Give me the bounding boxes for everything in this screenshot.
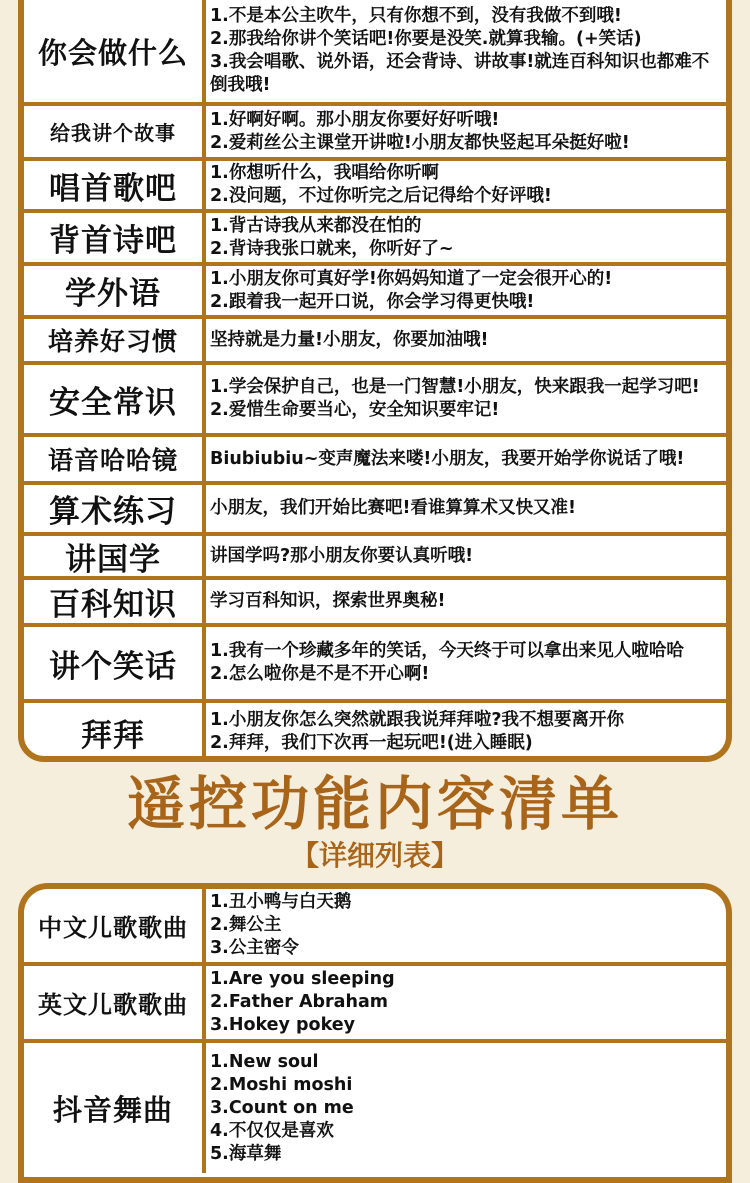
content-line: 3.Hokey pokey bbox=[210, 1015, 356, 1035]
row-label: 拜拜 bbox=[24, 703, 206, 761]
content-line: 1.你想听什么，我唱给你听啊 bbox=[210, 163, 439, 183]
table-row bbox=[24, 437, 726, 485]
content-line: 2.Father Abraham bbox=[210, 992, 388, 1012]
remote-content-table bbox=[18, 883, 732, 1183]
content-line: 1.小朋友你可真好学!你妈妈知道了一定会很开心的! bbox=[210, 268, 613, 289]
table-row bbox=[24, 889, 726, 966]
row-label: 百科知识 bbox=[24, 580, 206, 623]
row-label: 讲国学 bbox=[24, 536, 206, 576]
table-row bbox=[24, 365, 726, 437]
content-line: 3.公主密令 bbox=[210, 938, 299, 958]
content-line: 2.舞公主 bbox=[210, 915, 282, 935]
row-content bbox=[206, 1043, 726, 1173]
table-row bbox=[24, 213, 726, 266]
table-row bbox=[24, 580, 726, 627]
content-line: 1.学会保护自己，也是一门智慧!小朋友，快来跟我一起学习吧! bbox=[210, 377, 700, 397]
content-line: 5.海草舞 bbox=[210, 1143, 282, 1164]
row-label: 抖音舞曲 bbox=[24, 1043, 206, 1173]
content-line: 1.好啊好啊。那小朋友你要好好听哦! bbox=[210, 109, 500, 130]
table-row bbox=[24, 0, 726, 106]
row-content bbox=[206, 0, 726, 102]
table-row bbox=[24, 266, 726, 319]
content-line: 2.爱惜生命要当心，安全知识要牢记! bbox=[210, 400, 500, 420]
row-content bbox=[206, 966, 726, 1039]
content-line: 2.没问题，不过你听完之后记得给个好评哦! bbox=[210, 186, 552, 206]
row-content bbox=[206, 319, 726, 361]
row-content bbox=[206, 485, 726, 532]
content-line: 4.不仅仅是喜欢 bbox=[210, 1120, 334, 1141]
content-line: Biubiubiu~变声魔法来喽!小朋友，我要开始学你说话了哦! bbox=[210, 448, 685, 469]
row-label: 算术练习 bbox=[24, 485, 206, 532]
row-label: 培养好习惯 bbox=[24, 319, 206, 361]
row-content bbox=[206, 213, 726, 262]
content-line: 1.不是本公主吹牛，只有你想不到，没有我做不到哦! bbox=[210, 6, 622, 26]
table-row bbox=[24, 536, 726, 580]
row-content bbox=[206, 161, 726, 209]
row-label: 英文儿歌歌曲 bbox=[24, 966, 206, 1039]
content-line: 学习百科知识，探索世界奥秘! bbox=[210, 591, 446, 611]
row-content bbox=[206, 889, 726, 962]
row-label: 讲个笑话 bbox=[24, 627, 206, 699]
content-line: 1.丑小鸭与白天鹅 bbox=[210, 892, 352, 912]
row-label: 给我讲个故事 bbox=[24, 106, 206, 157]
content-line: 讲国学吗?那小朋友你要认真听哦! bbox=[210, 545, 474, 566]
content-line: 2.爱莉丝公主课堂开讲啦!小朋友都快竖起耳朵挺好啦! bbox=[210, 132, 630, 153]
content-line: 2.背诗我张口就来，你听好了~ bbox=[210, 238, 454, 259]
section-subtitle: 【详细列表】 bbox=[290, 839, 459, 872]
content-line: 1.Are you sleeping bbox=[210, 969, 395, 989]
content-line: 1.我有一个珍藏多年的笑话，今天终于可以拿出来见人啦哈哈 bbox=[210, 641, 684, 661]
content-line: 1.背古诗我从来都没在怕的 bbox=[210, 215, 422, 236]
content-line: 3.我会唱歌、说外语，还会背诗、讲故事!就连百科知识也都难不倒我哦! bbox=[210, 52, 710, 95]
row-label: 语音哈哈镜 bbox=[24, 437, 206, 481]
row-label: 你会做什么 bbox=[24, 0, 206, 102]
row-content bbox=[206, 627, 726, 699]
content-line: 小朋友，我们开始比赛吧!看谁算算术又快又准! bbox=[210, 498, 576, 518]
table-row bbox=[24, 485, 726, 536]
content-line: 坚持就是力量!小朋友，你要加油哦! bbox=[210, 329, 489, 350]
content-line: 2.跟着我一起开口说，你会学习得更快哦! bbox=[210, 291, 535, 312]
table-row bbox=[24, 106, 726, 161]
row-label: 安全常识 bbox=[24, 365, 206, 433]
content-line: 3.Count on me bbox=[210, 1097, 354, 1118]
row-content bbox=[206, 437, 726, 481]
row-label: 中文儿歌歌曲 bbox=[24, 889, 206, 962]
table-row bbox=[24, 319, 726, 365]
section-title: 遥控功能内容清单 bbox=[126, 770, 623, 838]
row-content bbox=[206, 106, 726, 157]
content-line: 1.New soul bbox=[210, 1051, 319, 1072]
row-label: 背首诗吧 bbox=[24, 213, 206, 262]
content-line: 2.拜拜，我们下次再一起玩吧!(进入睡眠) bbox=[210, 733, 533, 753]
row-content bbox=[206, 703, 726, 761]
row-label: 唱首歌吧 bbox=[24, 161, 206, 209]
row-content bbox=[206, 266, 726, 315]
table-row bbox=[24, 161, 726, 213]
row-label: 学外语 bbox=[24, 266, 206, 315]
content-line: 2.Moshi moshi bbox=[210, 1074, 353, 1095]
voice-command-table bbox=[18, 0, 732, 762]
row-content bbox=[206, 365, 726, 433]
content-line: 2.那我给你讲个笑话吧!你要是没笑.就算我输。(+笑话) bbox=[210, 29, 642, 49]
content-line: 1.小朋友你怎么突然就跟我说拜拜啦?我不想要离开你 bbox=[210, 710, 624, 730]
table-row bbox=[24, 1043, 726, 1173]
table-row bbox=[24, 627, 726, 703]
content-line: 2.怎么啦你是不是不开心啊! bbox=[210, 664, 430, 684]
row-content bbox=[206, 580, 726, 623]
table-row bbox=[24, 703, 726, 761]
table-row bbox=[24, 966, 726, 1043]
row-content bbox=[206, 536, 726, 576]
